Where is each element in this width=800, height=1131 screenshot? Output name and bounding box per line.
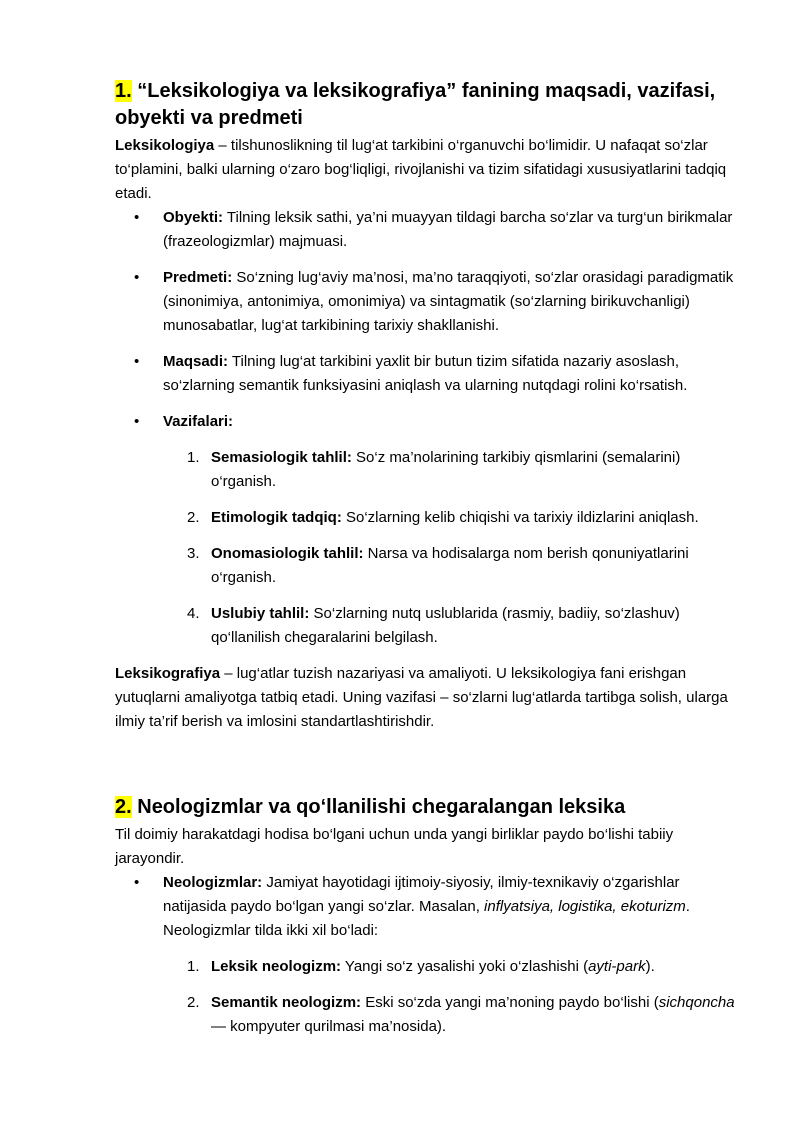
type-text: ). [645, 958, 655, 975]
bullet-predmeti [115, 266, 740, 338]
bullet-term: Predmeti: [163, 269, 233, 286]
task-item [115, 602, 740, 650]
task-number: 3. [187, 545, 200, 562]
type-item [115, 955, 740, 979]
task-item [115, 506, 740, 530]
task-number: 1. [187, 449, 200, 466]
type-text: Yangi so‘z yasalishi yoki o‘zlashishi ( [341, 958, 589, 975]
type-term: Semantik neologizm: [211, 994, 362, 1011]
section-2-number: 2. [115, 796, 132, 818]
type-text: — kompyuter qurilmasi ma’nosida). [211, 1018, 447, 1035]
bullet-obyekti [115, 206, 740, 254]
bullet-text: So‘zning lug‘aviy ma’nosi, ma’no taraqqiyoti, so‘zlar orasidagi paradigmatik (sinonimiya, antonimiya, omonimiya) va sintagmatik (so‘zlarning birikuvchanligi) munosabatlar, lug‘at tarkibining tarixiy shakllanishi. [163, 269, 734, 334]
section-2-intro: Til doimiy harakatdagi hodisa bo‘lgani uchun unda yangi birliklar paydo bo‘lishi tabiiy jarayondir. [115, 826, 674, 867]
type-example: sichqoncha [658, 994, 735, 1011]
leksikografiya-definition [115, 662, 740, 734]
type-text: Eski so‘zda yangi ma’noning paydo bo‘lishi ( [361, 994, 659, 1011]
document-content [115, 78, 740, 1039]
task-number: 4. [187, 605, 200, 622]
bullet-term: Neologizmlar: [163, 874, 263, 891]
section-1-heading [115, 78, 740, 132]
type-example: ayti-park [588, 958, 646, 975]
bullet-maqsadi [115, 350, 740, 398]
task-item [115, 446, 740, 494]
section-2-heading [115, 794, 740, 821]
task-item [115, 542, 740, 590]
section-2-title: Neologizmlar va qo‘llanilishi chegaralangan leksika [131, 796, 626, 818]
task-term: Etimologik tadqiq: [211, 509, 342, 526]
leksikologiya-term: Leksikologiya [115, 137, 215, 154]
section-2 [115, 794, 740, 1039]
section-1-title: “Leksikologiya va leksikografiya” fanining maqsadi, vazifasi, obyekti va predmeti [115, 80, 716, 129]
leksikografiya-text: – lug‘atlar tuzish nazariyasi va amaliyoti. U leksikologiya fani erishgan yutuqlarni amaliyotga tatbiq etadi. Uning vazifasi – so‘zlarni lug‘atlarda tartibga solish, ularga ilmiy ta’rif berish va imlosini standartlashtirishdir. [115, 665, 728, 730]
bullet-neologizmlar [115, 871, 740, 1039]
task-term: Uslubiy tahlil: [211, 605, 310, 622]
section-1-number: 1. [115, 80, 132, 102]
section-1-bullet-list [115, 206, 740, 650]
task-number: 2. [187, 509, 200, 526]
leksikologiya-definition [115, 134, 740, 206]
task-term: Onomasiologik tahlil: [211, 545, 364, 562]
bullet-term: Obyekti: [163, 209, 224, 226]
neo-examples: inflyatsiya, logistika, ekoturizm [484, 898, 686, 915]
type-number: 1. [187, 958, 200, 975]
bullet-text: . Neologizmlar tilda ikki xil bo‘ladi: [163, 898, 690, 939]
type-number: 2. [187, 994, 200, 1011]
bullet-text: Tilning lug‘at tarkibini yaxlit bir butun tizim sifatida nazariy asoslash, so‘zlarning semantik funksiyasini aniqlash va ularning nutqdagi rolini ko‘rsatish. [163, 353, 688, 394]
bullet-text: Jamiyat hayotidagi ijtimoiy-siyosiy, ilmiy-texnikaviy o‘zgarishlar natijasida paydo bo‘lgan yangi so‘zlar. Masalan, [163, 874, 680, 915]
tasks-list [115, 446, 740, 650]
task-text: So‘zlarning nutq uslublarida (rasmiy, badiiy, so‘zlashuv) qo‘llanilish chegaralarini belgilash. [211, 605, 680, 646]
leksikografiya-term: Leksikografiya [115, 665, 221, 682]
task-text: So‘z ma’nolarining tarkibiy qismlarini (semalarini) o‘rganish. [211, 449, 681, 490]
section-2-bullet-list [115, 871, 740, 1039]
type-term: Leksik neologizm: [211, 958, 342, 975]
task-text: Narsa va hodisalarga nom berish qonuniyatlarini o‘rganish. [211, 545, 689, 586]
bullet-term: Maqsadi: [163, 353, 229, 370]
task-term: Semasiologik tahlil: [211, 449, 352, 466]
type-item [115, 991, 740, 1039]
task-text: So‘zlarning kelib chiqishi va tarixiy ildizlarini aniqlash. [341, 509, 699, 526]
bullet-text: Tilning leksik sathi, ya’ni muayyan tildagi barcha so‘zlar va turg‘un birikmalar (frazeologizmlar) majmuasi. [163, 209, 733, 250]
bullet-vazifalari [115, 410, 740, 650]
neologism-types-list [115, 955, 740, 1039]
leksikologiya-text: – tilshunoslikning til lug‘at tarkibini o‘rganuvchi bo‘limidir. U nafaqat so‘zlar to‘plamini, balki ularning o‘zaro bog‘liqligi, rivojlanishi va tizim sifatidagi xususiyatlarini tadqiq etadi. [115, 137, 727, 202]
bullet-term: Vazifalari: [163, 413, 234, 430]
